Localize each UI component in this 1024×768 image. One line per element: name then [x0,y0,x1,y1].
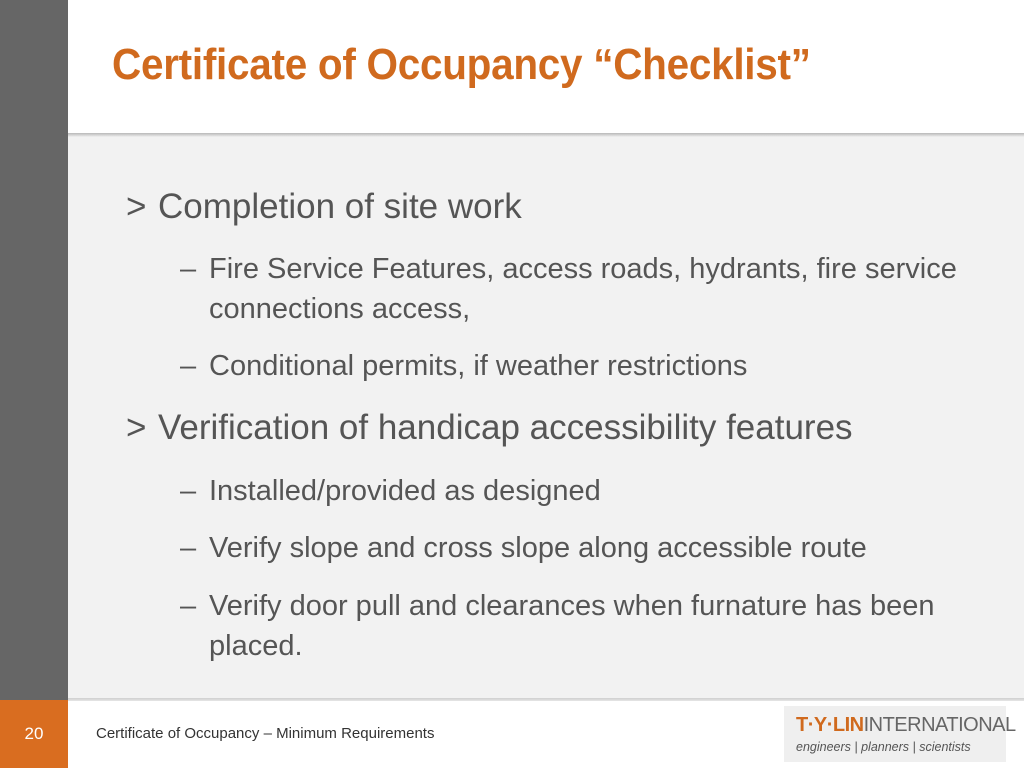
subitem-text: Conditional permits, if weather restrictions [209,350,748,382]
subitem-marker: – [180,475,197,507]
bullet-text: Completion of site work [158,187,522,226]
footer-caption: Certificate of Occupancy – Minimum Requirements [96,725,435,742]
subitem-verify-slope [180,528,960,568]
slide-title: Certificate of Occupancy “Checklist” [112,40,811,89]
logo-international: INTERNATIONAL [863,714,1016,736]
page-number: 20 [24,724,44,743]
bullet-marker: > [126,408,147,447]
subitem-verify-door-pull [180,586,960,666]
logo-tagline: engineers | planners | scientists [796,740,971,754]
bullet-completion-of-site-work [126,187,522,227]
footer-divider [68,698,1024,701]
left-sidebar-bar [0,0,68,700]
company-logo [784,706,1016,762]
subitem-fire-service-features [180,249,960,329]
subitem-text: Verify slope and cross slope along accessible route [209,532,867,564]
title-area [68,0,1024,135]
subitem-marker: – [180,253,197,285]
page-number-box [0,700,68,768]
subitem-conditional-permits [180,346,960,386]
logo-brand: T·Y·LIN [796,714,864,736]
subitem-text: Verify door pull and clearances when furnature has been placed. [209,590,935,662]
subitem-installed-provided [180,471,960,511]
logo-wordmark [796,714,1016,736]
bullet-text: Verification of handicap accessibility features [158,408,853,447]
subitem-marker: – [180,532,197,564]
bullet-marker: > [126,187,147,226]
subitem-marker: – [180,350,197,382]
slide-content [68,137,1024,700]
subitem-marker: – [180,590,197,622]
subitem-text: Installed/provided as designed [209,475,601,507]
subitem-text: Fire Service Features, access roads, hydrants, fire service connections access, [209,253,957,325]
bullet-verification-of-handicap-accessibility [126,408,853,448]
